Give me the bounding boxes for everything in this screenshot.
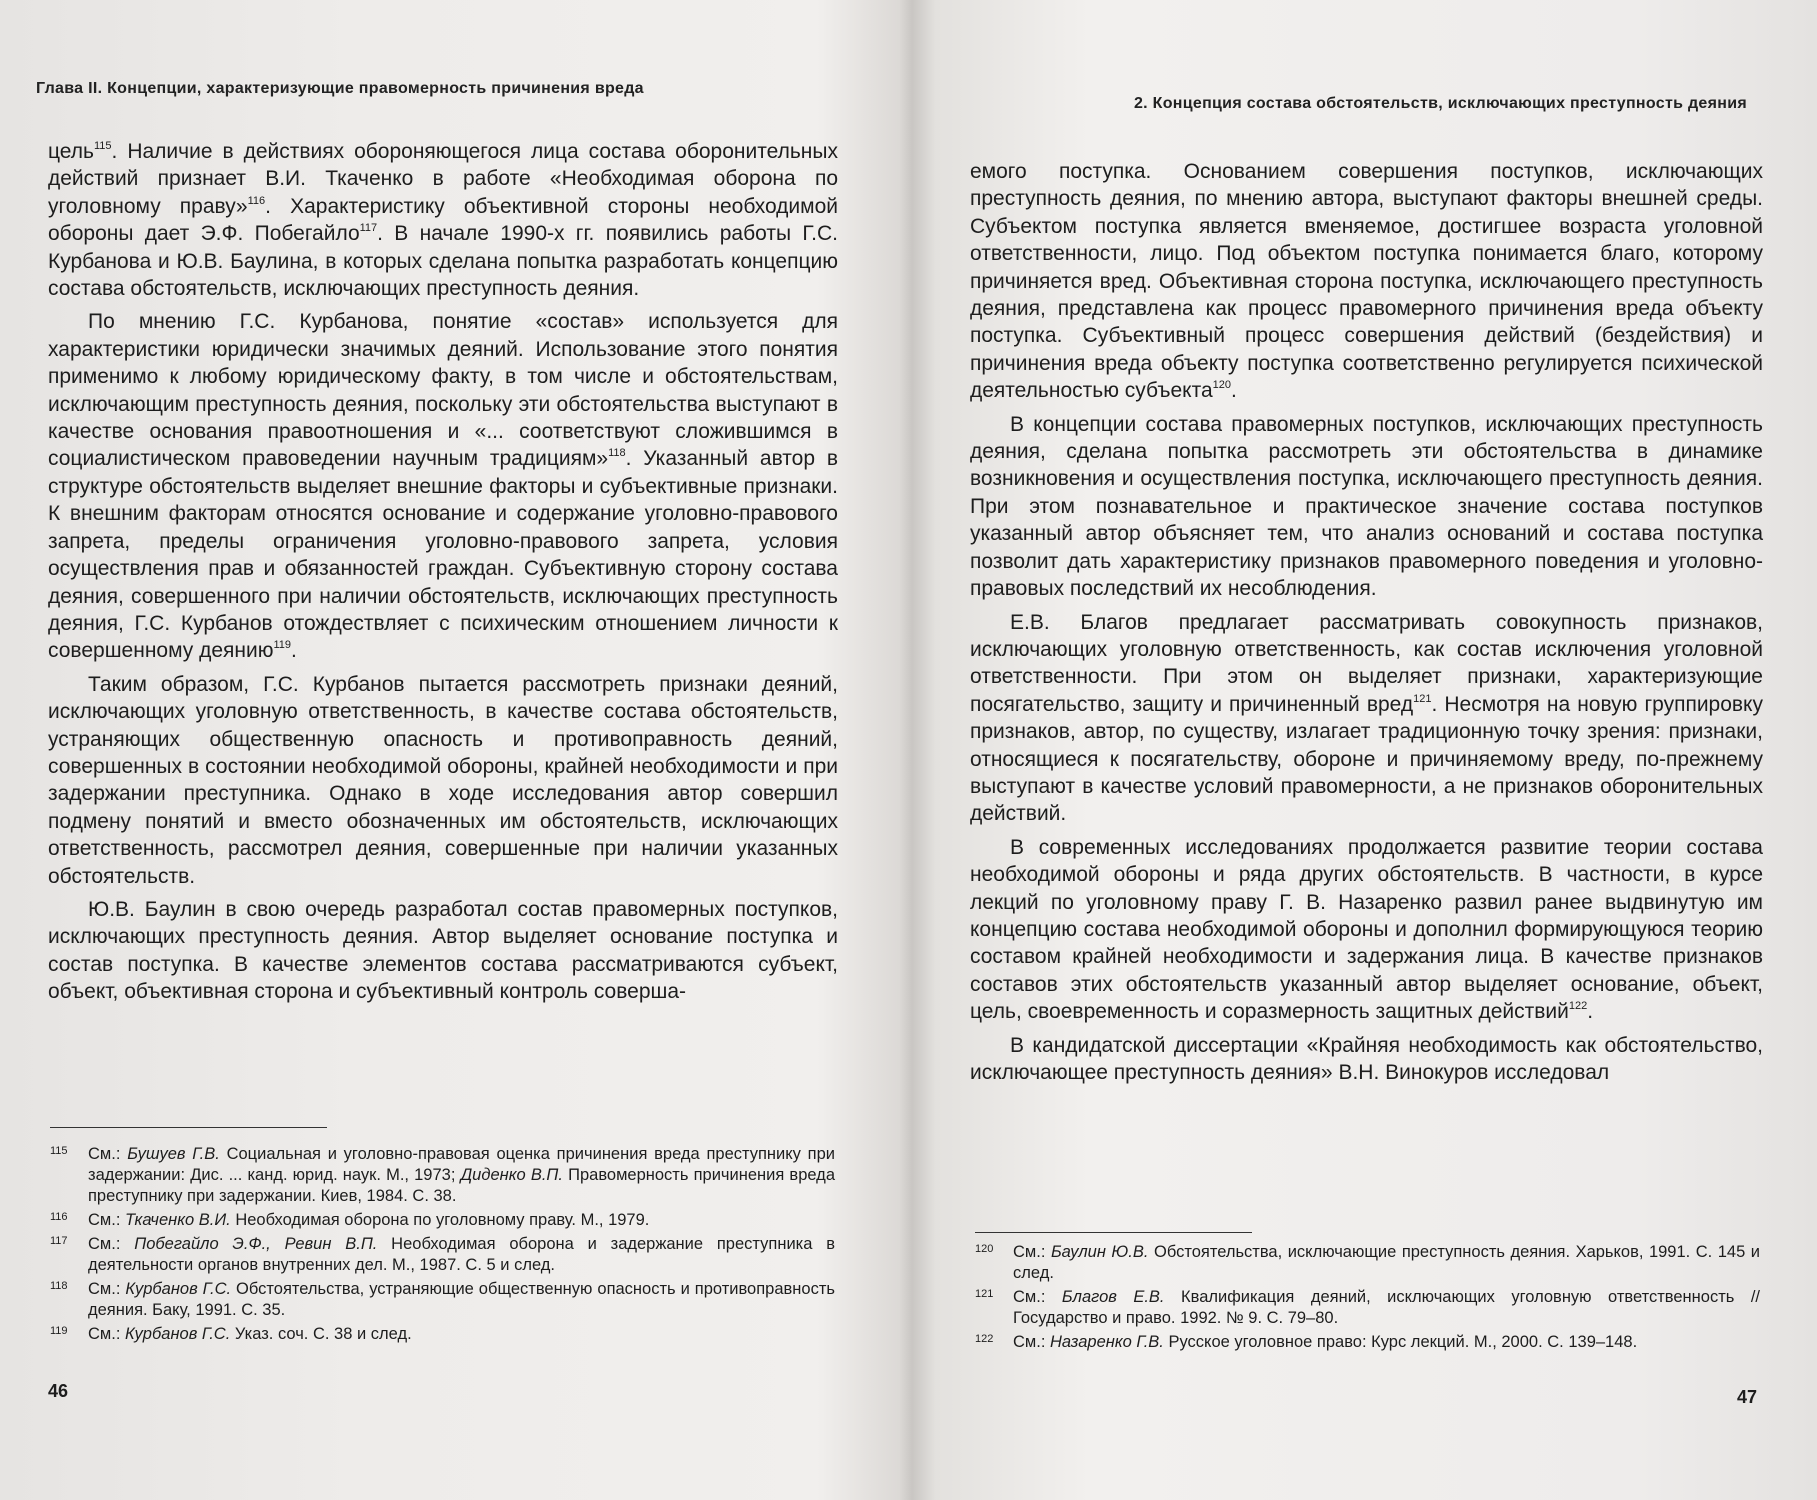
text-run: . — [1587, 1000, 1594, 1024]
footnotes — [975, 1242, 1760, 1356]
footnote — [975, 1332, 1760, 1353]
paragraph — [970, 411, 1763, 603]
running-head: 2. Концепция состава обстоятельств, исключающих преступность деяния — [1133, 95, 1747, 112]
text-run: . — [1231, 379, 1237, 403]
text-run: Ю.В. Баулин в свою очередь разработал состав правомерных поступков, исключающих преступность деяния. Автор выделяет основание поступка и состав поступка. В качестве элементов состава рассматриваются субъект, объект, объективная сторона и субъективный контроль соверша- — [48, 897, 838, 1004]
footnote-rule — [975, 1232, 1252, 1233]
footnote — [975, 1287, 1760, 1329]
text-run: емого поступка. Основанием совершения поступков, исключающих преступность деяния, по мнению автора, выступают факторы внешней среды. Субъектом поступка является вменяемое, достигшее возраста уголовной ответственности, лицо. Под объектом поступка понимается благо, которому причиняется вред. Объективная сторона поступка, исключающего преступность деяния, представлена как процесс правомерного причинения вреда объекту поступка. Субъективный процесс совершения действий (бездействия) и причинения вреда объекту поступка соответственно регулируется психической деятельностью субъекта — [970, 160, 1763, 403]
footnote-number: 121 — [975, 1288, 994, 1300]
footnote-ref: 117 — [359, 222, 378, 235]
body-text — [48, 138, 838, 1006]
text-run: В кандидатской диссертации «Крайняя необходимость как обстоятельство, исключающее преступность деяния» В.Н. Винокуров исследовал — [970, 1033, 1763, 1084]
footnote-number: 115 — [50, 1145, 68, 1157]
footnote — [50, 1279, 835, 1321]
text-run: См.: — [88, 1325, 126, 1343]
footnote-ref: 121 — [1413, 692, 1432, 705]
footnote-rule — [50, 1127, 327, 1128]
footnote — [50, 1144, 835, 1207]
footnote-ref: 116 — [247, 194, 266, 207]
footnote-ref: 122 — [1568, 1000, 1588, 1013]
left-page — [0, 0, 905, 1500]
author-name: Бушуев Г.В. — [127, 1145, 220, 1163]
right-page — [925, 0, 1817, 1500]
author-name: Диденко В.П. — [460, 1166, 563, 1184]
text-run: См.: — [1013, 1288, 1062, 1306]
paragraph — [48, 896, 838, 1006]
footnote-number: 120 — [975, 1243, 994, 1255]
paragraph — [970, 1032, 1763, 1087]
text-run: Обстоятельства, исключающие преступность деяния. Харьков, 1991. С. 145 и след. — [1013, 1243, 1760, 1282]
text-run: Е.В. Благов предлагает рассматривать совокупность признаков, исключающих уголовную ответственность, как состав исключения уголовной ответственности. При этом он выделяет признаки, характеризующие посягательство, защиту и причиненный вред — [970, 610, 1763, 716]
footnote-number: 122 — [975, 1333, 994, 1345]
paragraph — [970, 609, 1763, 828]
footnotes — [50, 1144, 835, 1348]
text-run: См.: — [88, 1211, 126, 1229]
text-run: См.: — [88, 1280, 126, 1298]
text-run: По мнению Г.С. Курбанова, понятие «состав» используется для характеристики юридически значимых деяний. Использование этого понятия применимо к любому юридическому факту, в том числе и обстоятельствам, исключающим преступность деяния, поскольку эти обстоятельства выступают в качестве основания правоотношения и «... соответствуют сложившимся в социалистическом правоведении научным традициям» — [48, 310, 838, 471]
text-run: . Наличие в действиях обороняющегося лица состава оборонительных действий признает В.И. Ткаченко в работе «Необходимая оборона по уголовному праву» — [48, 140, 838, 218]
footnote-ref: 119 — [273, 639, 292, 652]
text-run: См.: — [88, 1235, 135, 1253]
footnote-number: 117 — [50, 1235, 68, 1247]
text-run: Социальная и уголовно-правовая оценка причинения вреда преступнику при задержании: Дис. ... канд. юрид. наук. М., 1973; — [88, 1145, 835, 1184]
author-name: Назаренко Г.В. — [1050, 1333, 1164, 1351]
body-text — [970, 158, 1763, 1086]
text-run: . Характеристику объективной стороны необходимой обороны дает Э.Ф. Побегайло — [48, 194, 839, 246]
text-run: Указ. соч. С. 38 и след. — [230, 1325, 412, 1343]
text-run: В концепции состава правомерных поступков, исключающих преступность деяния, сделана попытка рассмотреть эти обстоятельства в динамике возникновения и осуществления поступка, исключающего преступность деяния. При этом познавательное и практическое значение состава поступков указанный автор объясняет тем, что анализ оснований и состава поступка позволит дать характеристику признаков правомерного поведения и уголовно-правовых последствий их несоблюдения. — [970, 412, 1763, 601]
footnote-ref: 115 — [93, 140, 112, 152]
author-name: Баулин Ю.В. — [1050, 1243, 1149, 1261]
footnote-number: 116 — [50, 1211, 68, 1223]
text-run: Таким образом, Г.С. Курбанов пытается рассмотреть признаки деяний, исключающих уголовную ответственность, в качестве состава обстоятельств, устраняющих общественную опасность и противоправность деяний, совершенных в состоянии необходимой обороны, крайней необходимости и при задержании преступника. Однако в ходе исследования автор совершил подмену понятий и вместо обозначенных им обстоятельств, исключающих ответственность, рассмотрел деяния, совершенные при наличии указанных обстоятельств. — [48, 672, 838, 888]
paragraph — [970, 834, 1763, 1026]
text-run: . Указанный автор в структуре обстоятельств выделяет внешние факторы и субъективные признаки. К внешним факторам относятся основание и содержание уголовно-правового запрета, пределы ограничения уголовно-правового запрета, условия осуществления прав и обязанностей граждан. Субъективную сторону состава деяния, совершенного при наличии обстоятельств, исключающих преступность деяния, Г.С. Курбанов отождествляет с психическим отношением личности к совершенному деянию — [48, 447, 838, 663]
text-run: Правомерность причинения вреда преступнику при задержании. Киев, 1984. С. 38. — [88, 1166, 835, 1205]
text-run: См.: — [1013, 1243, 1051, 1261]
footnote — [50, 1210, 835, 1231]
text-run: . В начале 1990-х гг. появились работы Г.С. Курбанова и Ю.В. Баулина, в которых сделана попытка разработать концепцию состава обстоятельств, исключающих преступность деяния. — [48, 222, 838, 301]
text-run: Русское уголовное право: Курс лекций. М., 2000. С. 139–148. — [1163, 1333, 1638, 1351]
text-run: . Несмотря на новую группировку признаков, автор, по существу, излагает традиционную точку зрения: признаки, относящиеся к посягательству, обороне и причиняемому вреду, по-прежнему выступают в качестве условий правомерности, а не признаков оборонительных действий. — [970, 692, 1763, 826]
text-run: Квалификация деяний, исключающих уголовную ответственность // Государство и право. 1992. № 9. С. 79–80. — [1013, 1288, 1760, 1327]
author-name: Курбанов Г.С. — [125, 1325, 231, 1343]
text-run: См.: — [88, 1145, 128, 1163]
footnote-number: 119 — [50, 1325, 68, 1337]
page-number: 47 — [1736, 1387, 1757, 1407]
footnote — [50, 1234, 835, 1276]
author-name: Побегайло Э.Ф., Ревин В.П. — [134, 1235, 378, 1253]
text-run: Необходимая оборона и задержание преступника в деятельности органов внутренних дел. М., 1987. С. 5 и след. — [88, 1235, 836, 1274]
text-run: . — [291, 639, 297, 663]
page-number: 46 — [48, 1381, 69, 1401]
text-run: В современных исследованиях продолжается развитие теории состава необходимой обороны и ряда других обстоятельств. В частности, в курсе лекций по уголовному праву Г. В. Назаренко развил ранее выдвинутую им концепцию состава необходимой обороны и дополнил формирующуюся теорию составом крайней необходимости и задержания лица. В качестве признаков составов этих обстоятельств указанный автор выделяет основание, объект, цель, своевременность и соразмерность защитных действий — [970, 835, 1763, 1024]
author-name: Благов Е.В. — [1061, 1288, 1165, 1306]
text-run: Обстоятельства, устраняющие общественную опасность и противоправность деяния. Баку, 1991. С. 35. — [88, 1280, 835, 1319]
footnote-ref: 120 — [1212, 379, 1231, 392]
paragraph — [48, 671, 838, 890]
running-head: Глава II. Концепции, характеризующие правомерность причинения вреда — [36, 80, 644, 97]
footnote-ref: 118 — [608, 447, 626, 460]
text-run: цель — [48, 140, 94, 163]
paragraph — [48, 308, 838, 664]
footnote — [975, 1242, 1760, 1284]
paragraph — [48, 138, 838, 302]
footnote — [50, 1324, 835, 1345]
paragraph — [970, 158, 1763, 405]
text-run: Необходимая оборона по уголовному праву. М., 1979. — [230, 1211, 650, 1229]
author-name: Курбанов Г.С. — [125, 1280, 232, 1298]
footnote-number: 118 — [50, 1280, 68, 1292]
author-name: Ткаченко В.И. — [125, 1211, 231, 1229]
text-run: См.: — [1013, 1333, 1051, 1351]
